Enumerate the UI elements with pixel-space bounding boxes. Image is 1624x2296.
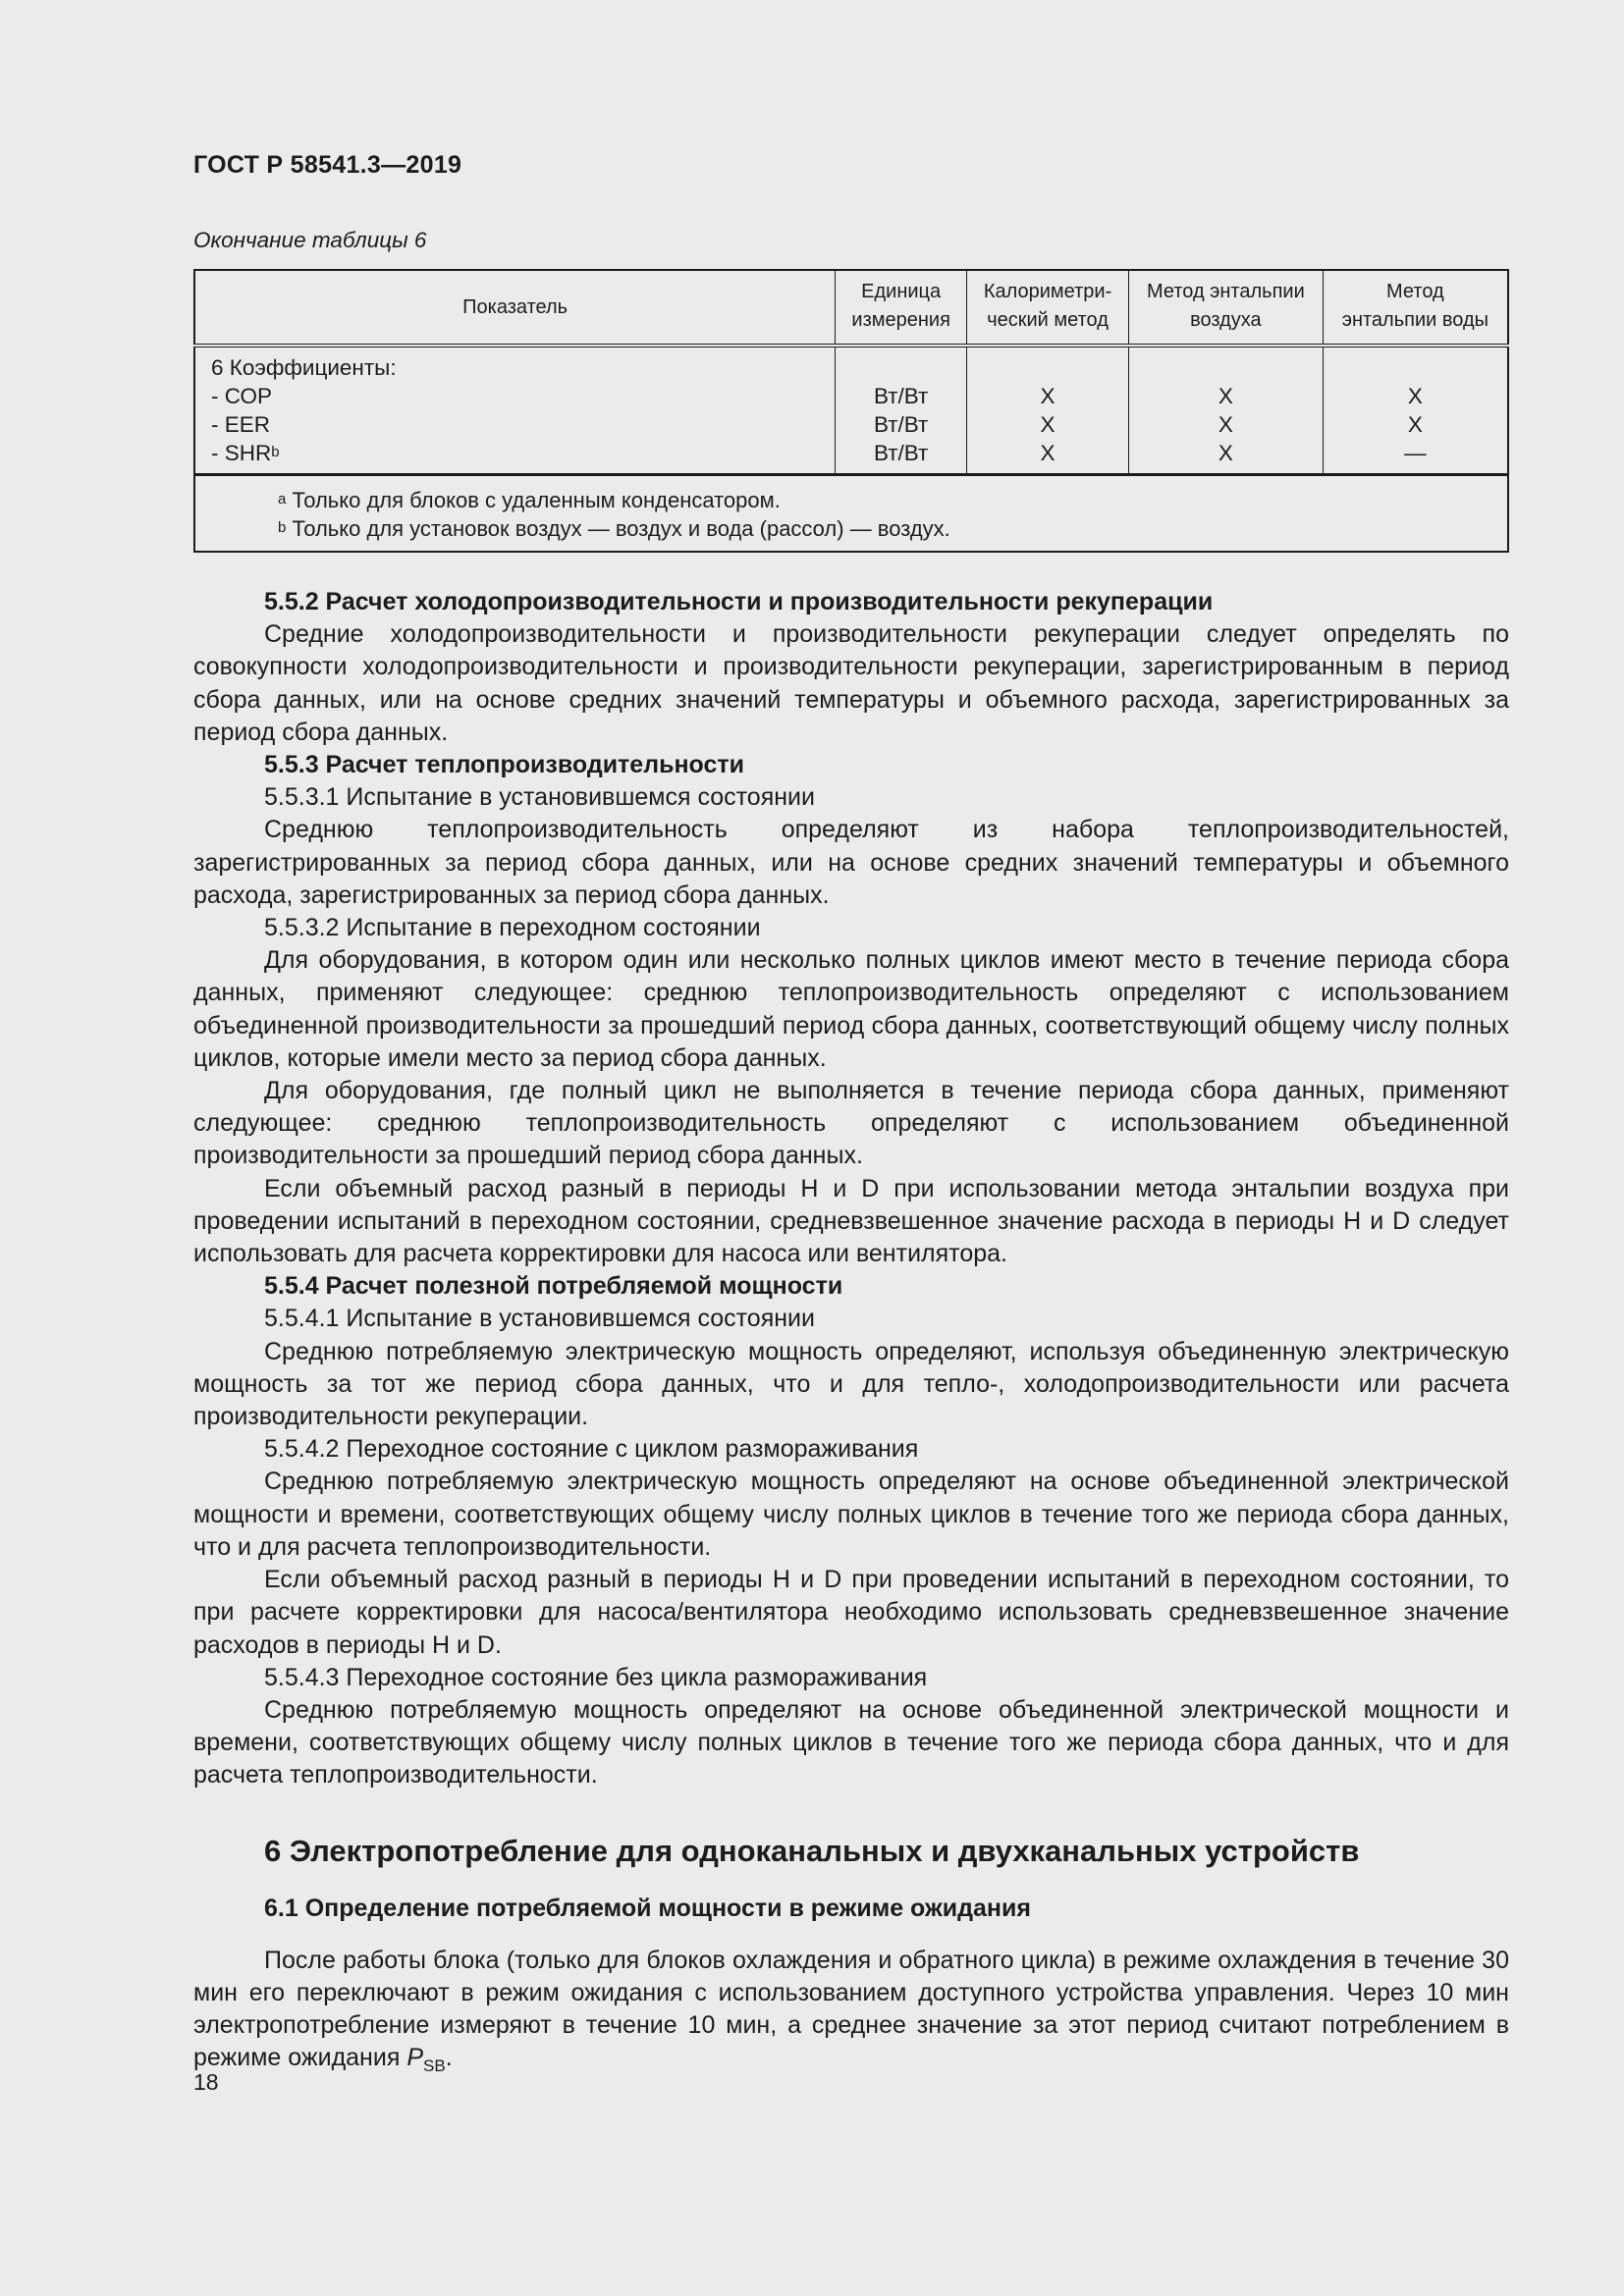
heading-5-5-3: 5.5.3 Расчет теплопроизводительности	[264, 751, 745, 779]
heading-5-5-4: 5.5.4 Расчет полезной потребляемой мощности	[264, 1272, 843, 1301]
body-text	[193, 586, 1509, 2074]
row-name: - SHR$^b$	[211, 441, 280, 465]
heading-5-5-3-1: 5.5.3.1 Испытание в установившемся состоянии	[264, 783, 815, 812]
col-air-enthalpy: Метод энтальпии воздуха	[1129, 270, 1324, 346]
paragraph: Среднюю потребляемую электрическую мощность определяют на основе объединенной электрической мощности и времени, соответствующих общему числу полных циклов в течение того же периода сбора данных, что и для расчета теплопроизводительности.	[193, 1468, 1509, 1561]
table-header-row	[194, 270, 1508, 346]
table-caption: Окончание таблицы 6	[193, 228, 427, 252]
heading-5-5-4-3: 5.5.4.3 Переходное состояние без цикла размораживания	[264, 1663, 928, 1691]
heading-5-5-2: 5.5.2 Расчет холодопроизводительности и производительности рекуперации	[264, 588, 1214, 615]
air-enthalpy-cell: X X X	[1129, 346, 1324, 475]
paragraph: Для оборудования, где полный цикл не выполняется в течение периода сбора данных, применяют следующее: среднюю теплопроизводительность определяют с использованием объединенной производительности за прошедший период сбора данных.	[193, 1077, 1509, 1170]
table-footnotes	[194, 475, 1508, 553]
table-row	[194, 346, 1508, 475]
paragraph: Среднюю теплопроизводительность определяют из набора теплопроизводительностей, зарегистрированных за период сбора данных, или на основе средних значений температуры и объемного расхода, зарегистрированных за период сбора данных.	[193, 816, 1509, 909]
paragraph: Среднюю потребляемую мощность определяют на основе объединенной электрической мощности и времени, соответствующих общему числу полных циклов в течение того же периода сбора данных, что и для расчета теплопроизводительности.	[193, 1695, 1509, 1789]
row-name: - СОР	[211, 384, 273, 408]
paragraph: Среднюю потребляемую электрическую мощность определяют, используя объединенную электрическую мощность за тот же период сбора данных, что и для тепло-, холодопроизводительности или расчета производительности рекуперации.	[193, 1337, 1509, 1431]
paragraph: После работы блока (только для блоков охлаждения и обратного цикла) в режиме охлаждения в течение 30 мин его переключают в режим ожидания с использованием доступного устройства управления. Через 10 мин электропотребление измеряют в течение 10 мин, а среднее значение за этот период считают потреблением в режиме ожидания $P_{SB}$.	[193, 1946, 1509, 2076]
group-label: 6 Коэффициенты:	[211, 355, 397, 380]
footnote-b: $^b$ Только для установок воздух — воздух и вода (рассол) — воздух.	[278, 516, 950, 541]
col-water-enthalpy: Метод энтальпии воды	[1323, 270, 1508, 346]
footnote-a: $^a$ Только для блоков с удаленным конденсатором.	[278, 488, 781, 512]
page-number: 18	[193, 2069, 219, 2095]
heading-5-5-3-2: 5.5.3.2 Испытание в переходном состоянии	[264, 914, 761, 942]
row-name: - EER	[211, 412, 271, 437]
heading-5-5-4-2: 5.5.4.2 Переходное состояние с циклом размораживания	[264, 1435, 919, 1464]
paragraph: Если объемный расход разный в периоды Н и D при проведении испытаний в переходном состоянии, то при расчете корректировки для насоса/вентилятора необходимо использовать средневзвешенное значение расходов в периоды Н и D.	[193, 1566, 1509, 1659]
paragraph: Если объемный расход разный в периоды Н и D при использовании метода энтальпии воздуха при проведении испытаний в переходном состоянии, средневзвешенное значение расхода в периоды Н и D следует использовать для расчета корректировки для насоса или вентилятора.	[193, 1174, 1509, 1268]
col-calorimetric: Калориметри- ческий метод	[967, 270, 1129, 346]
section-6-title: 6 Электропотребление для одноканальных и двухканальных устройств	[264, 1833, 1360, 1868]
heading-5-5-4-1: 5.5.4.1 Испытание в установившемся состоянии	[264, 1305, 815, 1333]
calorimetric-cell: X X X	[967, 346, 1129, 475]
standard-header: ГОСТ Р 58541.3—2019	[193, 151, 462, 179]
heading-6-1: 6.1 Определение потребляемой мощности в режиме ожидания	[264, 1894, 1031, 1922]
table-6	[193, 269, 1509, 553]
indicator-cell	[194, 346, 836, 475]
col-unit: Единица измерения	[836, 270, 967, 346]
paragraph: Средние холодопроизводительности и производительности рекуперации следует определять по совокупности холодопроизводительности и производительности рекуперации, зарегистрированным в период сбора данных, или на основе средних значений температуры и объемного расхода, зарегистрированных за период сбора данных.	[193, 620, 1509, 746]
water-enthalpy-cell: X X —	[1323, 346, 1508, 475]
unit-cell: Вт/Вт Вт/Вт Вт/Вт	[836, 346, 967, 475]
paragraph: Для оборудования, в котором один или несколько полных циклов имеют место в течение периода сбора данных, применяют следующее: среднюю теплопроизводительность определяют с использованием объединенной производительности за прошедший период сбора данных, соответствующий общему числу полных циклов, которые имели место за период сбора данных.	[193, 946, 1509, 1072]
col-indicator: Показатель	[194, 270, 836, 346]
